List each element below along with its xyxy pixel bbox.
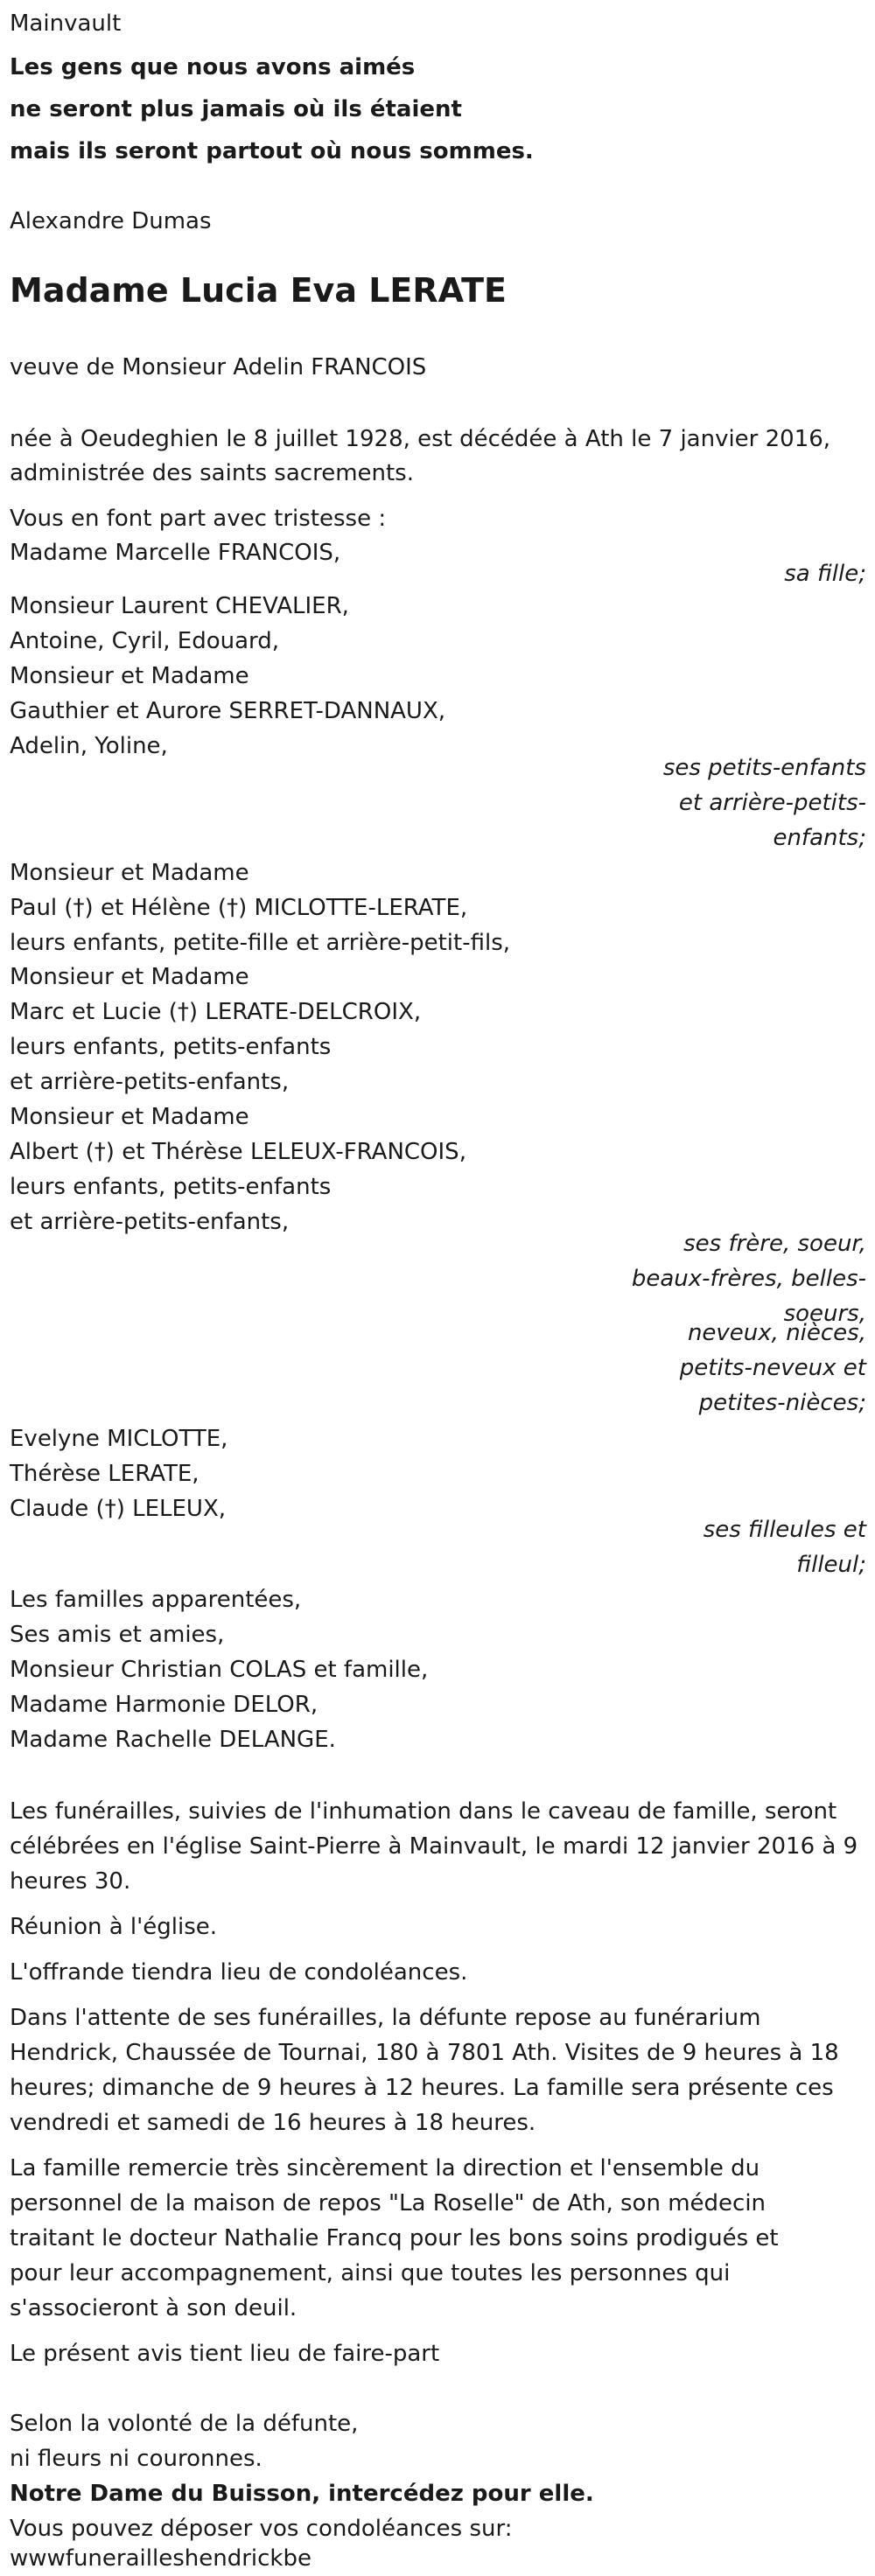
- godchild-line-2: Thérèse LERATE,: [10, 1461, 200, 1487]
- grandchildren-role-1: ses petits-enfants: [662, 755, 866, 781]
- quote-author: Alexandre Dumas: [10, 208, 212, 234]
- birth-death-line-2: administrée des saints sacrements.: [10, 460, 414, 486]
- location: Mainvault: [10, 10, 122, 37]
- notice-note: Le présent avis tient lieu de faire-part: [10, 2341, 440, 2367]
- condolences-note: Vous pouvez déposer vos condoléances sur:: [10, 2516, 513, 2542]
- sibling-line-6: leurs enfants, petits-enfants: [10, 1034, 332, 1060]
- thanks-line-1: La famille remercie très sincèrement la direction et l'ensemble du: [10, 2155, 760, 2182]
- siblings-role-b-2: petits-neveux et: [679, 1355, 866, 1381]
- visit-line-3: heures; dimanche de 9 heures à 12 heures. La famille sera présente ces: [10, 2075, 834, 2101]
- thanks-line-3: traitant le docteur Nathalie Francq pour les bons soins prodigués et: [10, 2225, 779, 2251]
- others-line-2: Ses amis et amies,: [10, 1622, 225, 1648]
- family-intro: Vous en font part avec tristesse :: [10, 506, 387, 532]
- others-line-1: Les familles apparentées,: [10, 1587, 302, 1613]
- grandchild-line-4: Gauthier et Aurore SERRET-DANNAUX,: [10, 698, 446, 724]
- offering-note: L'offrande tiendra lieu de condoléances.: [10, 1959, 468, 1986]
- daughter-role: sa fille;: [784, 561, 866, 587]
- widow-of: veuve de Monsieur Adelin FRANCOIS: [10, 354, 427, 380]
- godchild-line-1: Evelyne MICLOTTE,: [10, 1426, 228, 1452]
- siblings-role-a-1: ses frère, soeur,: [683, 1231, 866, 1257]
- prayer: Notre Dame du Buisson, intercédez pour elle.: [10, 2481, 594, 2507]
- godchild-line-3: Claude (†) LELEUX,: [10, 1496, 227, 1522]
- funeral-line-3: heures 30.: [10, 1868, 131, 1895]
- quote-line-2: ne seront plus jamais où ils étaient: [10, 96, 462, 122]
- wishes-line-1: Selon la volonté de la défunte,: [10, 2411, 359, 2437]
- sibling-line-11: et arrière-petits-enfants,: [10, 1209, 290, 1235]
- others-line-5: Madame Rachelle DELANGE.: [10, 1727, 336, 1753]
- daughter-name: Madame Marcelle FRANCOIS,: [10, 540, 341, 566]
- siblings-role-a-2: beaux-frères, belles-: [631, 1266, 866, 1292]
- sibling-line-2: Paul (†) et Hélène (†) MICLOTTE-LERATE,: [10, 895, 468, 921]
- quote-line-1: Les gens que nous avons aimés: [10, 54, 416, 80]
- sibling-line-8: Monsieur et Madame: [10, 1104, 249, 1130]
- funeral-line-2: célébrées en l'église Saint-Pierre à Mainvault, le mardi 12 janvier 2016 à 9: [10, 1833, 858, 1860]
- grandchildren-role-3: enfants;: [773, 825, 866, 851]
- grandchild-line-3: Monsieur et Madame: [10, 663, 249, 689]
- birth-death-line-1: née à Oeudeghien le 8 juillet 1928, est décédée à Ath le 7 janvier 2016,: [10, 426, 831, 452]
- siblings-role-b-3: petites-nièces;: [698, 1390, 866, 1416]
- sibling-line-7: et arrière-petits-enfants,: [10, 1069, 290, 1095]
- visit-line-2: Hendrick, Chaussée de Tournai, 180 à 7801 Ath. Visites de 9 heures à 18: [10, 2040, 839, 2066]
- sibling-line-5: Marc et Lucie (†) LERATE-DELCROIX,: [10, 999, 422, 1025]
- thanks-line-5: s'associeront à son deuil.: [10, 2295, 298, 2321]
- siblings-role-a-3: soeurs,: [783, 1301, 866, 1327]
- grandchildren-role-2: et arrière-petits-: [678, 790, 866, 816]
- others-line-4: Madame Harmonie DELOR,: [10, 1692, 318, 1718]
- grandchild-line-2: Antoine, Cyril, Edouard,: [10, 628, 280, 654]
- grandchild-line-1: Monsieur Laurent CHEVALIER,: [10, 593, 349, 619]
- wishes-line-2: ni fleurs ni couronnes.: [10, 2446, 262, 2472]
- thanks-line-2: personnel de la maison de repos "La Roselle" de Ath, son médecin: [10, 2190, 766, 2216]
- others-line-3: Monsieur Christian COLAS et famille,: [10, 1657, 429, 1683]
- sibling-line-1: Monsieur et Madame: [10, 860, 249, 886]
- funeral-line-1: Les funérailles, suivies de l'inhumation dans le caveau de famille, seront: [10, 1798, 837, 1825]
- quote-line-3: mais ils seront partout où nous sommes.: [10, 138, 534, 164]
- siblings-role-b-1: neveux, nièces,: [687, 1320, 866, 1346]
- visit-line-4: vendredi et samedi de 16 heures à 18 heures.: [10, 2110, 536, 2136]
- meeting-note: Réunion à l'église.: [10, 1914, 218, 1940]
- sibling-line-10: leurs enfants, petits-enfants: [10, 1174, 332, 1200]
- sibling-line-4: Monsieur et Madame: [10, 964, 249, 990]
- deceased-name: Madame Lucia Eva LERATE: [10, 271, 507, 310]
- sibling-line-3: leurs enfants, petite-fille et arrière-petit-fils,: [10, 930, 511, 956]
- visit-line-1: Dans l'attente de ses funérailles, la défunte repose au funérarium: [10, 2005, 761, 2031]
- grandchild-line-5: Adelin, Yoline,: [10, 733, 168, 759]
- thanks-line-4: pour leur accompagnement, ainsi que toutes les personnes qui: [10, 2260, 731, 2286]
- sibling-line-9: Albert (†) et Thérèse LELEUX-FRANCOIS,: [10, 1139, 466, 1165]
- godchildren-role-1: ses filleules et: [703, 1517, 866, 1543]
- condolences-website[interactable]: wwwfunerailleshendrickbe: [10, 2545, 312, 2572]
- godchildren-role-2: filleul;: [796, 1552, 866, 1578]
